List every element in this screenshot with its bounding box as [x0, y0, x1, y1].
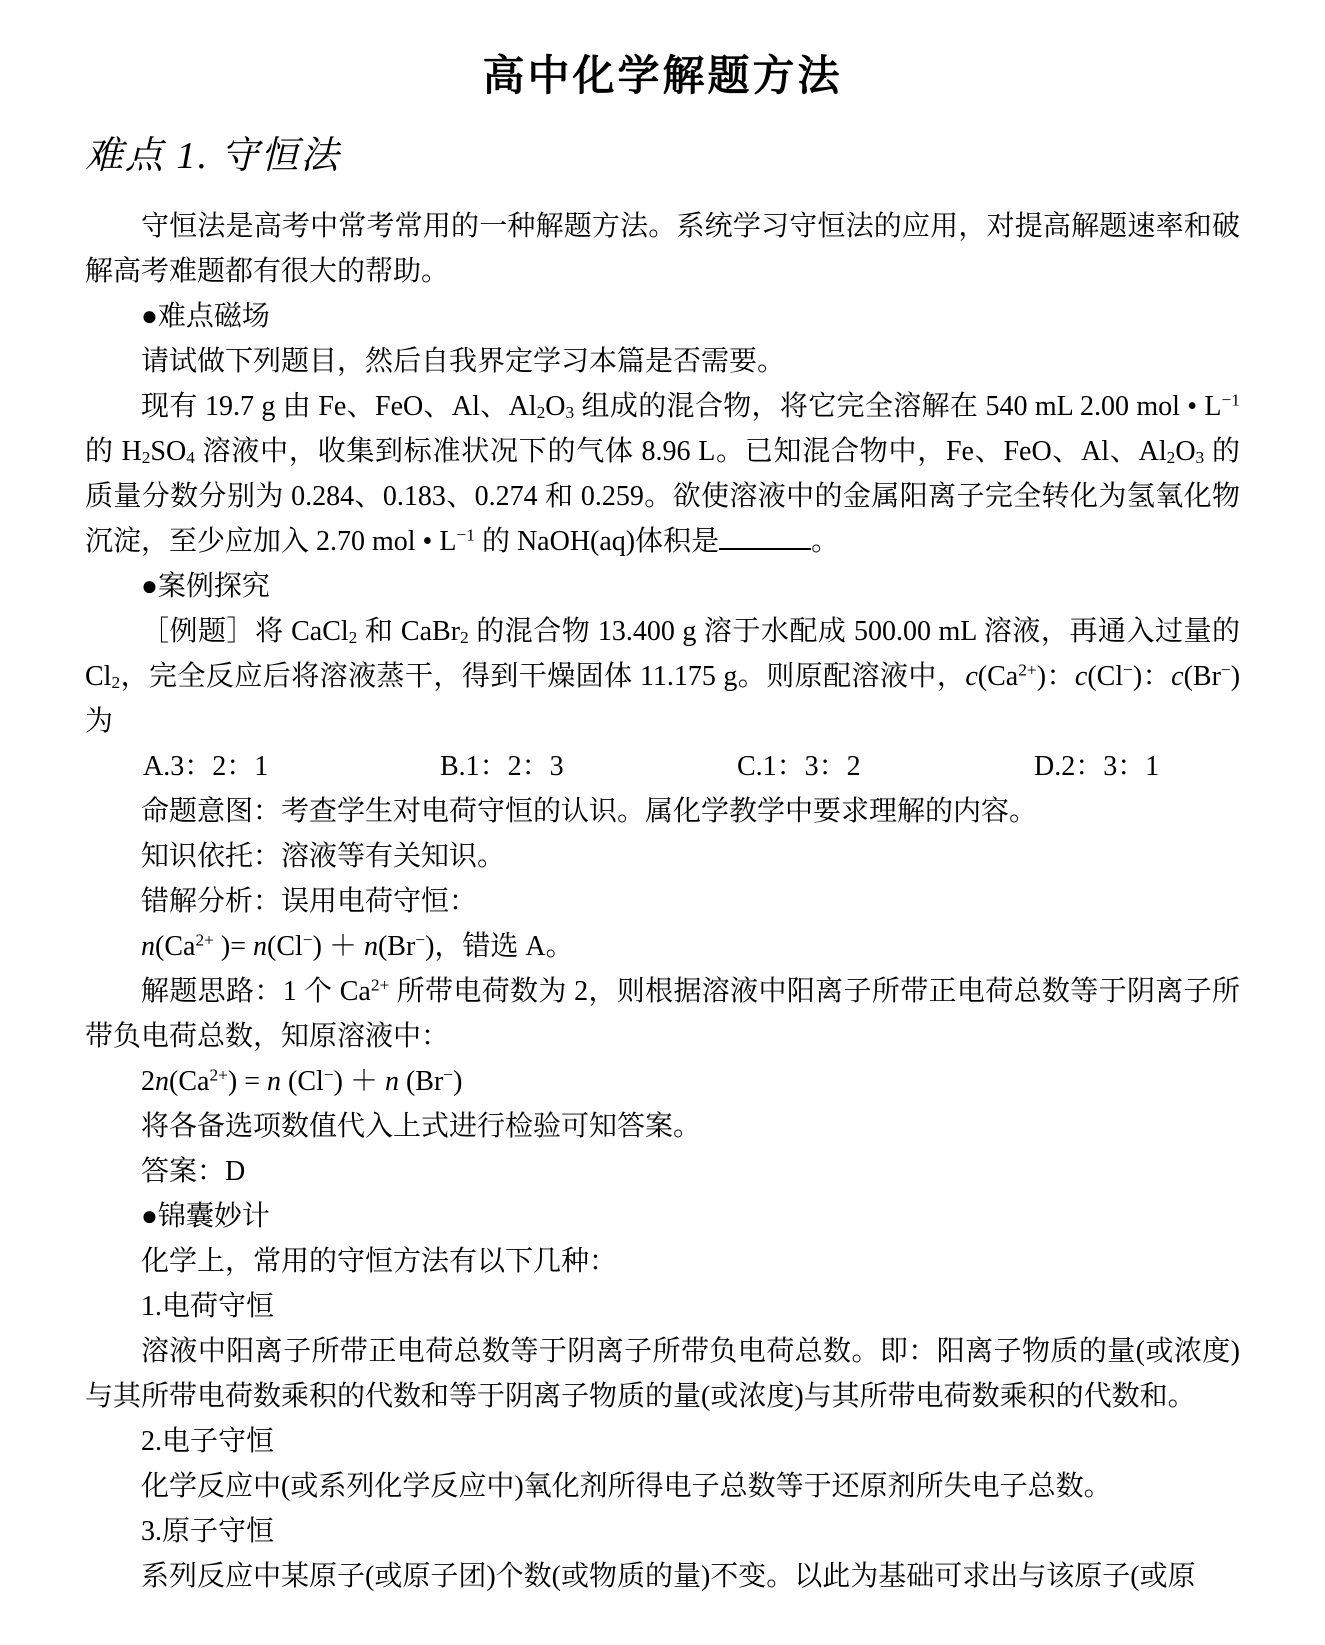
subscript: 2: [348, 628, 358, 648]
superscript: 2+: [195, 930, 214, 950]
subscript: 4: [186, 448, 195, 468]
variable: c: [965, 661, 978, 692]
subscript: 2: [111, 673, 121, 693]
document-title: 高中化学解题方法: [482, 52, 843, 99]
variable: c: [1171, 661, 1184, 692]
bullet-heading-tips: ●锦囊妙计: [141, 1201, 270, 1232]
self-test-instruction: 请试做下列题目，然后自我界定学习本篇是否需要。: [141, 346, 786, 377]
section-heading: 难点 1. 守恒法: [85, 134, 341, 177]
correct-charge-balance-formula: $2n(Ca^{2+}) = n$ (Cl−) ＋ n (Br−): [141, 1065, 463, 1097]
superscript: 2+: [209, 1065, 228, 1085]
superscript: −1: [1221, 390, 1240, 410]
superscript: −: [302, 930, 313, 950]
wrong-answer-analysis: 错解分析：误用电荷守恒：: [141, 886, 478, 917]
answer-option-D: D.2：3：1: [1034, 751, 1160, 782]
subscript: 2: [1166, 448, 1176, 468]
wrong-charge-balance-formula: $n(Ca^{2+}$ )= n(Cl−) ＋ n(Br−)，错选 A。: [141, 930, 574, 962]
superscript: −: [443, 1065, 454, 1085]
superscript: −: [415, 930, 426, 950]
superscript: −: [1220, 660, 1231, 680]
intro-paragraph: 守恒法是高考中常考常用的一种解题方法。系统学习守恒法的应用，对提高解题速率和破解高考难题都有很大的帮助。: [85, 211, 1240, 287]
subscript: 2: [536, 403, 546, 423]
superscript: −1: [456, 525, 475, 545]
answer-option-A: A.3：2：1: [143, 751, 269, 782]
answer-option-B: B.1：2：3: [440, 751, 564, 782]
bullet-heading-case-study: ●案例探究: [141, 571, 270, 602]
tip-2-body: 化学反应中(或系列化学反应中)氧化剂所得电子总数等于还原剂所失电子总数。: [141, 1471, 1112, 1502]
example-problem: ［例题］将 CaCl$_2$ 和 CaBr$_2$ 的混合物 13.400 g 溶于水配成 500.00 mL 溶液，再通入过量的 $Cl_2$，完全反应后将溶液蒸干，得到干燥固体 11.175 g。则原配溶液中，$c(Ca^{2+})$：c(Cl−)：c(Br−)为: [85, 616, 1241, 737]
variable: n: [141, 931, 155, 962]
variable: n: [363, 931, 378, 962]
variable: n: [155, 1066, 169, 1097]
question-intent: 命题意图：考查学生对电荷守恒的认识。属化学教学中要求理解的内容。: [141, 796, 1038, 827]
variable: c: [1074, 661, 1088, 692]
subscript: 3: [565, 403, 575, 423]
subscript: 2: [460, 628, 469, 648]
superscript: 2+: [1018, 660, 1037, 680]
tip-3-title: 3.原子守恒: [141, 1516, 275, 1547]
pretest-problem: 现有 19.7 g 由 Fe、FeO、Al、$Al_2O_3$ 组成的混合物，将它完全溶解在 540 mL 2.00 mol • $L^{-1}$ 的 $H_2SO_4$ 溶液中，收集到标准状况下的气体 8.96 L。已知混合物中，Fe、FeO、Al、$Al_2O_3$ 的质量分数分别为 0.284、0.183、0.274 和 0.259。欲使溶液中的金属阳离子完全转化为氢氧化物沉淀，至少应加入 2.70 mol • $L^{-1}$ 的 NaOH(aq)体积是 。: [85, 390, 1240, 557]
subscript: 2: [141, 448, 151, 468]
tip-3-body: 系列反应中某原子(或原子团)个数(或物质的量)不变。以此为基础可求出与该原子(或原: [141, 1561, 1196, 1592]
answer-option-C: C.1：3：2: [737, 751, 861, 782]
answer-blank: [719, 522, 811, 550]
bullet-heading-difficulty-field: ●难点磁场: [141, 301, 270, 332]
superscript: 2+: [370, 975, 390, 995]
tip-1-body: 溶液中阳离子所带正电荷总数等于阴离子所带负电荷总数。即：阳离子物质的量(或浓度)与其所带电荷数乘积的代数和等于阴离子物质的量(或浓度)与其所带电荷数乘积的代数和。: [85, 1336, 1240, 1412]
superscript: −: [323, 1065, 334, 1085]
verification-note: 将各备选项数值代入上式进行检验可知答案。: [141, 1111, 702, 1142]
answer-options-row: [85, 744, 1240, 789]
tip-2-title: 2.电子守恒: [141, 1426, 275, 1457]
subscript: 3: [1195, 448, 1205, 468]
variable: n: [267, 1066, 282, 1097]
document-body: [85, 204, 1240, 1599]
solution-approach: 解题思路：1 个 $Ca^{2+}$ 所带电荷数为 2，则根据溶液中阳离子所带正电荷总数等于阴离子所带负电荷总数，知原溶液中：: [85, 975, 1240, 1052]
tip-1-title: 1.电荷守恒: [141, 1291, 275, 1322]
variable: n: [384, 1066, 399, 1097]
superscript: −: [1123, 660, 1133, 680]
answer-line: 答案：D: [141, 1156, 246, 1187]
knowledge-basis: 知识依托：溶液等有关知识。: [141, 841, 506, 872]
variable: n: [253, 931, 268, 962]
tips-intro: 化学上，常用的守恒方法有以下几种：: [141, 1246, 618, 1277]
